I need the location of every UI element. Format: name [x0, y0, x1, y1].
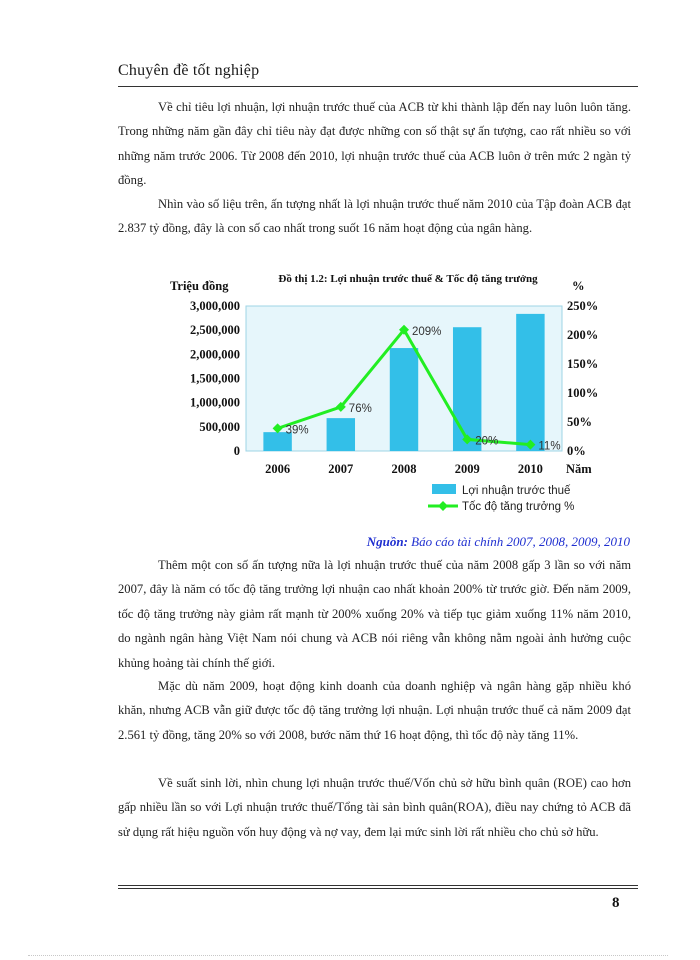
y-tick-label: 2,500,000 — [190, 323, 240, 338]
legend-bar-label: Lợi nhuận trước thuế — [462, 485, 571, 497]
y-tick-label: 1,000,000 — [190, 395, 240, 410]
y-tick-label: 1,500,000 — [190, 371, 240, 386]
y2-tick-label: 250% — [567, 299, 599, 313]
paragraph-1: Về chỉ tiêu lợi nhuận, lợi nhuận trước thuế của ACB từ khi thành lập đến nay luôn luôn tăng. Trong những năm gần đây chỉ tiêu này đạt được những con số thật sự ấn tượng, cao rất nhiều so với những năm trước 2006. Từ 2008 đến 2010, lợi nhuận trước thuế của ACB luôn ở trên mức 2 ngàn tỷ đồng. — [118, 100, 631, 188]
source-note — [330, 534, 630, 550]
source-text: Báo cáo tài chính 2007, 2008, 2009, 2010 — [407, 534, 630, 549]
chart-title: Đồ thị 1.2: Lợi nhuận trước thuế & Tốc độ tăng trưởng — [278, 273, 538, 285]
x-tick-label: 2006 — [265, 462, 291, 476]
bar-2009 — [453, 327, 481, 451]
y-tick-label: 3,000,000 — [190, 299, 240, 313]
y2-tick-label: 150% — [567, 357, 599, 371]
x-tick-label: 2008 — [391, 462, 417, 476]
paragraph-2: Nhìn vào số liệu trên, ấn tượng nhất là lợi nhuận trước thuế năm 2010 của Tập đoàn ACB đạt 2.837 tỷ đồng, đây là con số cao nhất trong suốt 16 năm hoạt động của ngân hàng. — [118, 197, 631, 236]
y-tick-label: 2,000,000 — [190, 347, 240, 362]
x-axis-title: Năm — [566, 462, 592, 476]
bar-2010 — [516, 314, 544, 451]
y2-axis-title: % — [572, 279, 585, 293]
growth-value-label: 76% — [348, 402, 372, 415]
paragraph-4: Mặc dù năm 2009, hoạt động kinh doanh của doanh nghiệp và ngân hàng gặp nhiều khó khăn, nhưng ACB vẫn giữ được tốc độ tăng trưởng lợi nhuận. Lợi nhuận trước thuế cả năm 2009 đạt 2.561 tỷ đồng, tăng 20% so với 2008, bước năm thứ 16 hoạt động, thì tốc độ này tăng 11%. — [118, 679, 631, 742]
y-tick-label: 0 — [233, 444, 240, 458]
y2-tick-label: 200% — [567, 328, 599, 342]
y-tick-label: 500,000 — [199, 419, 240, 434]
growth-value-label: 39% — [285, 424, 309, 437]
paragraph-5: Về suất sinh lời, nhìn chung lợi nhuận trước thuế/Vốn chủ sở hữu bình quân (ROE) cao hơn gấp nhiều lần so với Lợi nhuận trước thuế/Tổng tài sản bình quân(ROA), điều nay chứng tỏ ACB đã sử dụng rất hiệu nguồn vốn huy động và nợ vay, đem lại mức sinh lời rất nhiều cho chủ sở hữu. — [118, 776, 631, 839]
profit-growth-chart — [160, 268, 630, 530]
page-edge-divider — [28, 955, 668, 956]
x-tick-label: 2007 — [328, 462, 354, 476]
legend-line-marker — [438, 501, 448, 511]
growth-value-label: 209% — [412, 325, 442, 338]
legend-line-label: Tốc độ tăng trưởng % — [462, 501, 575, 513]
bar-2007 — [327, 418, 355, 451]
page-header-title: Chuyên đề tốt nghiệp — [118, 62, 260, 79]
source-label: Nguồn: — [366, 534, 408, 549]
footer-rule-top — [118, 885, 638, 886]
y-axis-title: Triệu đồng — [170, 279, 229, 293]
chart-legend — [428, 484, 574, 513]
header-rule — [118, 86, 638, 87]
growth-value-label: 11% — [538, 440, 561, 453]
y2-tick-label: 100% — [567, 386, 599, 400]
growth-value-label: 20% — [475, 435, 499, 448]
x-tick-label: 2010 — [517, 462, 543, 476]
x-tick-label: 2009 — [454, 462, 480, 476]
y2-tick-label: 0% — [567, 444, 586, 458]
y2-tick-label: 50% — [567, 415, 592, 429]
footer-rule-bottom — [118, 888, 638, 889]
legend-bar-swatch — [432, 484, 456, 494]
bar-2008 — [390, 348, 418, 451]
page-number: 8 — [612, 895, 620, 911]
paragraph-3: Thêm một con số ấn tượng nữa là lợi nhuận trước thuế của năm 2008 gấp 3 lần so với năm 2007, đây là năm có tốc độ tăng trưởng lợi nhuận cao nhất khoản 200% từ trước giờ. Đến năm 2009, tốc độ tăng trưởng này giảm rất mạnh từ 200% xuống 20% và tiếp tục giảm xuống 11% năm 2010, do ngành ngân hàng Việt Nam nói chung và ACB nói riêng vẫn không nằm ngoài ảnh hưởng cuộc khủng hoảng tài chính thế giới. — [118, 558, 631, 670]
